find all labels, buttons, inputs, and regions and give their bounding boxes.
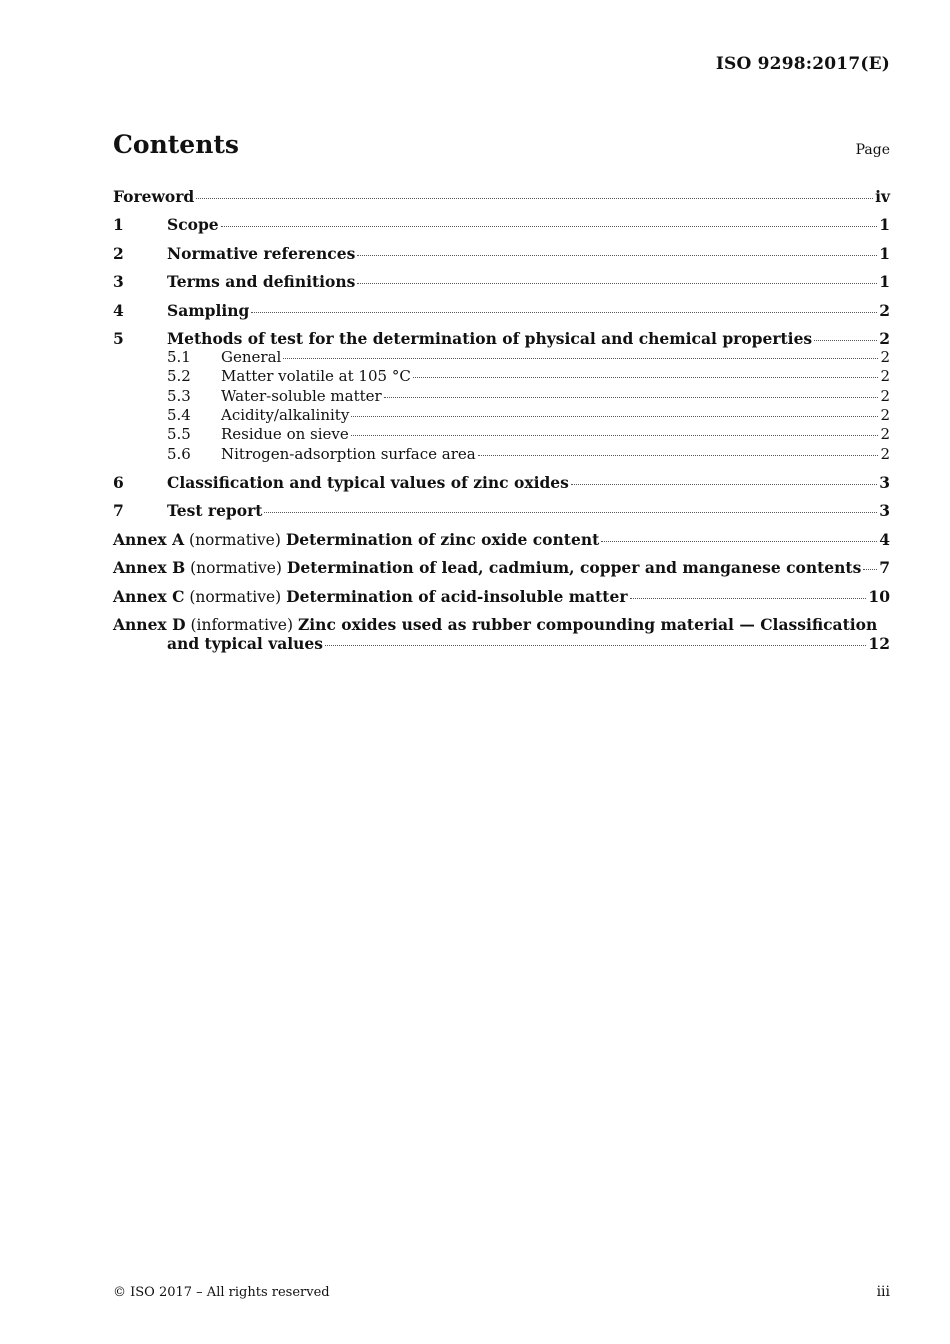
toc-entry-page: 2 — [879, 301, 890, 320]
dot-leader — [413, 376, 879, 378]
dot-leader — [478, 454, 879, 456]
toc-subentry-residue-on-sieve[interactable] — [167, 425, 890, 444]
toc-entry-title: Classification and typical values of zinc oxides — [167, 473, 569, 492]
copyright-notice: © ISO 2017 – All rights reserved — [113, 1285, 330, 1300]
toc-subentry-number: 5.5 — [167, 425, 191, 443]
toc-subentry-page: 2 — [880, 348, 890, 366]
toc-entry-methods-of-test[interactable] — [113, 329, 890, 348]
toc-entry-number: 2 — [113, 244, 124, 263]
toc-entry-title: Test report — [167, 501, 263, 520]
page-column-label: Page — [855, 142, 890, 158]
document-id: ISO 9298:2017(E) — [715, 54, 890, 74]
toc-subentry-title: Residue on sieve — [221, 425, 349, 443]
toc-entry-title: Sampling — [167, 301, 250, 320]
toc-subentry-title: Nitrogen-adsorption surface area — [221, 445, 476, 463]
toc-subentry-page: 2 — [880, 387, 890, 405]
dot-leader — [814, 339, 877, 341]
toc-entry-page: 3 — [879, 473, 890, 492]
toc-annex-b[interactable] — [113, 558, 890, 578]
dot-leader — [251, 311, 877, 313]
toc-annex-heading — [113, 558, 861, 578]
toc-entry-number: 3 — [113, 272, 124, 291]
toc-subentry-title: Acidity/alkalinity — [221, 406, 350, 424]
toc-entry-scope[interactable] — [113, 215, 890, 234]
toc-entry-page: 1 — [879, 215, 890, 234]
dot-leader — [357, 254, 877, 256]
toc-annex-page: 7 — [879, 558, 890, 577]
toc-subentry-acidity[interactable] — [167, 406, 890, 425]
toc-entry-terms-definitions[interactable] — [113, 272, 890, 291]
toc-entry-classification[interactable] — [113, 473, 890, 492]
toc-subentry-matter-volatile[interactable] — [167, 367, 890, 386]
toc-subentry-number: 5.1 — [167, 348, 191, 366]
toc-entry-page: 1 — [879, 272, 890, 291]
toc-entry-page: 1 — [879, 244, 890, 263]
dot-leader — [283, 357, 878, 359]
toc-entry-number: 5 — [113, 329, 124, 348]
annex-kind: (informative) — [190, 616, 294, 634]
toc-entry-title: Terms and definitions — [167, 272, 356, 291]
annex-label: Annex B — [113, 558, 186, 577]
toc-subentry-title: Water-soluble matter — [221, 387, 382, 405]
toc-entry-title: Scope — [167, 215, 219, 234]
toc-annex-page: 12 — [868, 634, 890, 653]
toc-entry-number: 1 — [113, 215, 124, 234]
toc-subentry-page: 2 — [880, 425, 890, 443]
annex-kind: (normative) — [190, 559, 282, 577]
toc-annex-page: 10 — [868, 587, 890, 606]
toc-subentry-number: 5.3 — [167, 387, 191, 405]
dot-leader — [221, 225, 878, 227]
toc-subentry-page: 2 — [880, 406, 890, 424]
toc-entry-title: Foreword — [113, 187, 195, 206]
toc-entry-sampling[interactable] — [113, 301, 890, 320]
toc-annex-heading — [113, 530, 599, 550]
toc-entry-foreword[interactable] — [113, 187, 890, 206]
annex-title: Determination of lead, cadmium, copper and manganese contents — [286, 558, 862, 577]
toc-entry-number: 7 — [113, 501, 124, 520]
annex-label: Annex D — [113, 615, 186, 634]
contents-heading: Contents — [113, 130, 240, 159]
dot-leader — [601, 540, 877, 542]
dot-leader — [384, 396, 879, 398]
toc-subentry-number: 5.2 — [167, 367, 191, 385]
dot-leader — [351, 415, 878, 417]
annex-label: Annex C — [113, 587, 185, 606]
toc-subentry-nitrogen-adsorption[interactable] — [167, 445, 890, 464]
toc-entry-number: 4 — [113, 301, 124, 320]
annex-kind: (normative) — [189, 588, 282, 606]
toc-entry-normative-references[interactable] — [113, 244, 890, 263]
toc-entry-test-report[interactable] — [113, 501, 890, 520]
toc-entry-page: 3 — [879, 501, 890, 520]
toc-subentry-page: 2 — [880, 367, 890, 385]
annex-title-continuation: and typical values — [167, 634, 323, 653]
toc-annex-d-continuation[interactable] — [167, 634, 890, 653]
dot-leader — [863, 568, 877, 570]
toc-annex-a[interactable] — [113, 530, 890, 550]
toc-subentry-water-soluble[interactable] — [167, 387, 890, 406]
annex-kind: (normative) — [189, 531, 281, 549]
dot-leader — [264, 511, 877, 513]
dot-leader — [630, 597, 867, 599]
annex-label: Annex A — [113, 530, 185, 549]
dot-leader — [571, 483, 877, 485]
toc-entry-number: 6 — [113, 473, 124, 492]
toc-annex-c[interactable] — [113, 587, 890, 607]
dot-leader — [351, 434, 879, 436]
toc-annex-d[interactable] — [113, 615, 877, 635]
toc-subentry-title: General — [221, 348, 282, 366]
toc-annex-page: 4 — [879, 530, 890, 549]
dot-leader — [196, 197, 873, 199]
toc-entry-page: iv — [875, 187, 890, 206]
toc-entry-page: 2 — [879, 329, 890, 348]
dot-leader — [357, 282, 877, 284]
toc-entry-title: Methods of test for the determination of physical and chemical properties — [167, 329, 813, 348]
annex-title: Zinc oxides used as rubber compounding material — Classification — [297, 615, 878, 634]
toc-subentry-page: 2 — [880, 445, 890, 463]
toc-subentry-title: Matter volatile at 105 °C — [221, 367, 411, 385]
toc-subentry-number: 5.4 — [167, 406, 191, 424]
toc-subentry-general[interactable] — [167, 348, 890, 367]
annex-title: Determination of acid-insoluble matter — [286, 587, 628, 606]
toc-subentry-number: 5.6 — [167, 445, 191, 463]
toc-entry-title: Normative references — [167, 244, 356, 263]
annex-title: Determination of zinc oxide content — [285, 530, 600, 549]
page-number: iii — [876, 1284, 890, 1300]
dot-leader — [325, 644, 866, 646]
toc-annex-heading — [113, 587, 628, 607]
